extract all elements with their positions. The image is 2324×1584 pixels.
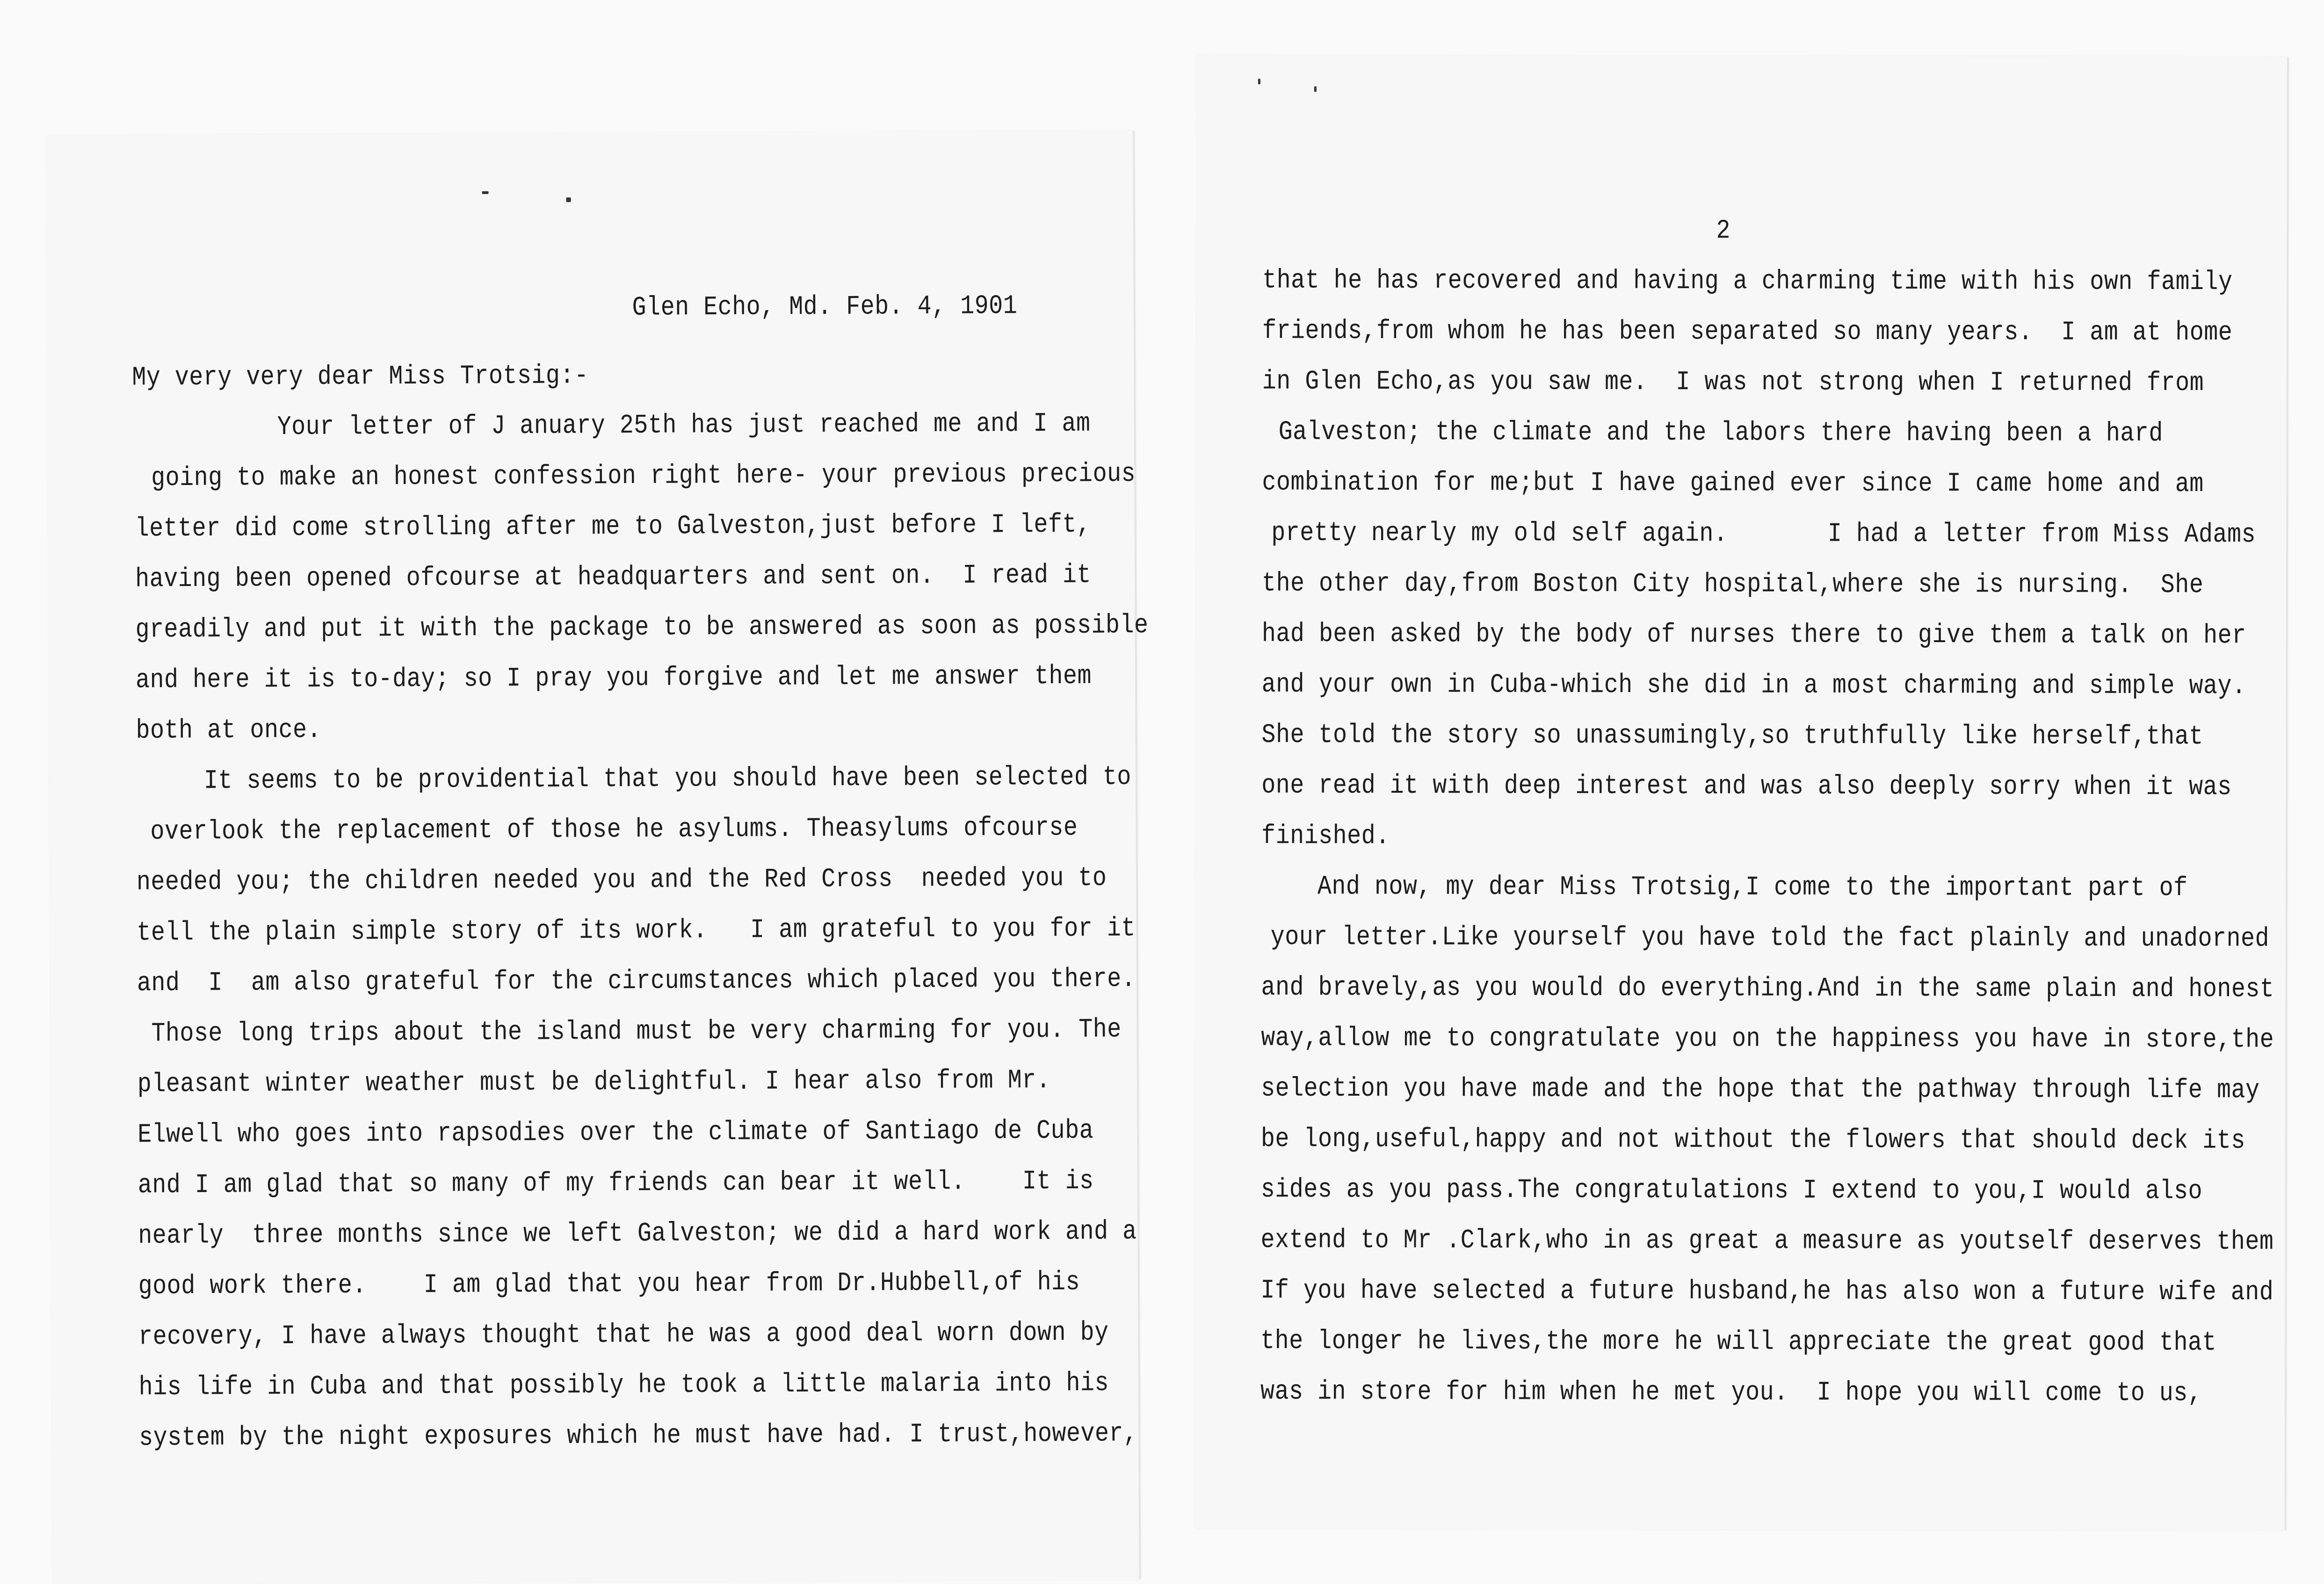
body-line: Elwell who goes into rapsodies over the climate of Santiago de Cuba	[138, 1115, 1094, 1150]
body-line: that he has recovered and having a charming time with his own family	[1262, 265, 2233, 298]
body-line: and I am also grateful for the circumstances which placed you there.	[137, 964, 1136, 999]
body-line: system by the night exposures which he must have had. I trust,however,	[139, 1418, 1138, 1454]
body-line: needed you; the children needed you and the Red Cross needed you to	[136, 863, 1107, 898]
body-line: overlook the replacement of those he asylums. Theasylums ofcourse	[150, 812, 1078, 847]
ink-speck	[566, 197, 571, 202]
body-line: having been opened ofcourse at headquarters and sent on. I read it	[135, 560, 1092, 595]
body-line: the other day,from Boston City hospital,where she is nursing. She	[1261, 568, 2204, 601]
body-line: pretty nearly my old self again. I had a letter from Miss Adams	[1271, 518, 2256, 550]
ink-speck	[1314, 86, 1317, 92]
body-line: in Glen Echo,as you saw me. I was not strong when I returned from	[1262, 366, 2204, 399]
body-line: extend to Mr .Clark,who in as great a measure as youtself deserves them	[1260, 1225, 2274, 1258]
letter-page-1	[47, 131, 1149, 1584]
dateline: Glen Echo, Md. Feb. 4, 1901	[632, 291, 1018, 324]
body-line: finished.	[1261, 821, 1390, 852]
body-line: nearly three months since we left Galveston; we did a hard work and a	[138, 1216, 1137, 1251]
body-line: good work there. I am glad that you hear from Dr.Hubbell,of his	[138, 1267, 1080, 1302]
body-line: combination for me;but I have gained ever since I came home and am	[1262, 467, 2204, 500]
body-line: greadily and put it with the package to be answered as soon as possible	[135, 610, 1149, 645]
body-line: and bravely,as you would do everything.And in the same plain and honest	[1261, 972, 2274, 1005]
ink-speck	[482, 191, 489, 194]
body-line: and your own in Cuba-which she did in a most charming and simple way.	[1261, 669, 2246, 702]
salutation: My very very dear Miss Trotsig:-	[132, 361, 589, 393]
body-line: be long,useful,happy and not without the flowers that should deck its	[1260, 1124, 2245, 1157]
body-line: selection you have made and the hope that the pathway through life may	[1261, 1073, 2260, 1106]
body-line: the longer he lives,the more he will appreciate the great good that	[1260, 1326, 2217, 1359]
body-line: If you have selected a future husband,he has also won a future wife and	[1260, 1275, 2274, 1308]
body-line: letter did come strolling after me to Galveston,just before I left,	[135, 509, 1091, 544]
body-line: Those long trips about the island must be very charming for you. The	[151, 1014, 1122, 1049]
body-line: his life in Cuba and that possibly he took a little malaria into his	[138, 1368, 1109, 1403]
body-line: recovery, I have always thought that he was a good deal worn down by	[138, 1317, 1109, 1353]
body-line: It seems to be providential that you should have been selected to	[203, 762, 1131, 797]
body-line: going to make an honest confession right here- your previous precious	[151, 458, 1136, 494]
letter-page-2	[1195, 55, 2289, 1530]
body-line: had been asked by the body of nurses there to give them a talk on her	[1261, 619, 2246, 651]
ink-speck	[1258, 79, 1260, 84]
body-line: one read it with deep interest and was also deeply sorry when it was	[1261, 770, 2232, 803]
body-line: Your letter of J anuary 25th has just reached me and I am	[277, 408, 1091, 443]
body-line: tell the plain simple story of its work. I am grateful to you for it	[137, 913, 1136, 948]
body-line: and here it is to-day; so I pray you forgive and let me answer them	[135, 661, 1092, 696]
body-line: both at once.	[136, 715, 322, 746]
body-line: And now, my dear Miss Trotsig,I come to the important part of	[1317, 871, 2188, 904]
body-line: friends,from whom he has been separated so many years. I am at home	[1262, 316, 2233, 348]
body-line: way,allow me to congratulate you on the happiness you have in store,the	[1261, 1023, 2274, 1056]
page-number: 2	[1716, 216, 1730, 246]
body-line: was in store for him when he met you. I hope you will come to us,	[1260, 1376, 2202, 1409]
body-line: your letter.Like yourself you have told the fact plainly and unadorned	[1270, 922, 2270, 955]
body-line: Galveston; the climate and the labors there having been a hard	[1278, 417, 2163, 449]
body-line: pleasant winter weather must be delightful. I hear also from Mr.	[137, 1065, 1051, 1100]
body-line: sides as you pass.The congratulations I extend to you,I would also	[1260, 1174, 2203, 1207]
body-line: She told the story so unassumingly,so truthfully like herself,that	[1261, 720, 2203, 752]
body-line: and I am glad that so many of my friends can bear it well. It is	[138, 1166, 1094, 1201]
